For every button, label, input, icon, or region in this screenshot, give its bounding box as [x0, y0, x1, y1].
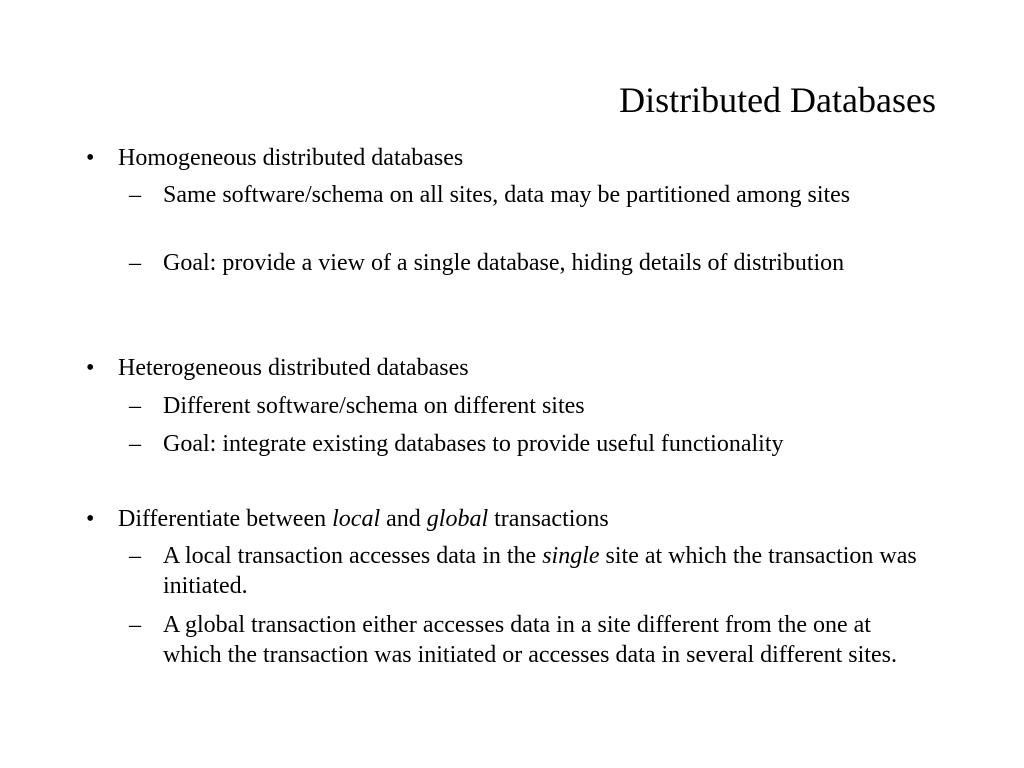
subitem-text: Different software/schema on different sites: [163, 393, 585, 419]
emphasis-global: global: [426, 506, 489, 532]
subitem-same-software: [129, 180, 933, 210]
dash-icon: –: [129, 393, 141, 419]
subitem-text-part: site at which the transaction was initiated.: [163, 543, 917, 599]
bullet-text-part: transactions: [488, 506, 609, 532]
bullet-icon: •: [86, 506, 95, 532]
subitem-text: Goal: integrate existing databases to provide useful functionality: [163, 431, 784, 457]
subitem-text: Same software/schema on all sites, data may be partitioned among sites: [163, 182, 851, 208]
bullet-item-homogeneous: [86, 143, 938, 173]
subitem-global-transaction: [129, 610, 933, 670]
subitem-text: A global transaction either accesses data in a site different from the one at which the transaction was initiated or accesses data in several different sites.: [163, 612, 897, 668]
subitem-goal-single-view: [129, 248, 933, 278]
bullet-item-heterogeneous: [86, 353, 938, 383]
bullet-item-differentiate: [86, 504, 938, 534]
dash-icon: –: [129, 431, 141, 457]
bullet-text-part: Differentiate between: [118, 506, 333, 532]
dash-icon: –: [129, 543, 141, 569]
dash-icon: –: [129, 612, 141, 638]
dash-icon: –: [129, 250, 141, 276]
bullet-icon: •: [86, 355, 95, 381]
subitem-local-transaction: [129, 541, 933, 601]
bullet-text: Homogeneous distributed databases: [118, 145, 464, 171]
subitem-text: Goal: provide a view of a single database, hiding details of distribution: [163, 250, 845, 276]
subitem-goal-integrate: [129, 429, 933, 459]
subitem-text-part: A local transaction accesses data in the: [163, 543, 543, 569]
bullet-icon: •: [86, 145, 95, 171]
bullet-text-part: and: [380, 506, 427, 532]
dash-icon: –: [129, 182, 141, 208]
bullet-text: Heterogeneous distributed databases: [118, 355, 469, 381]
emphasis-local: local: [332, 506, 381, 532]
emphasis-single: single: [542, 543, 600, 569]
slide-title: Distributed Databases: [619, 80, 936, 120]
subitem-different-software: [129, 391, 933, 421]
